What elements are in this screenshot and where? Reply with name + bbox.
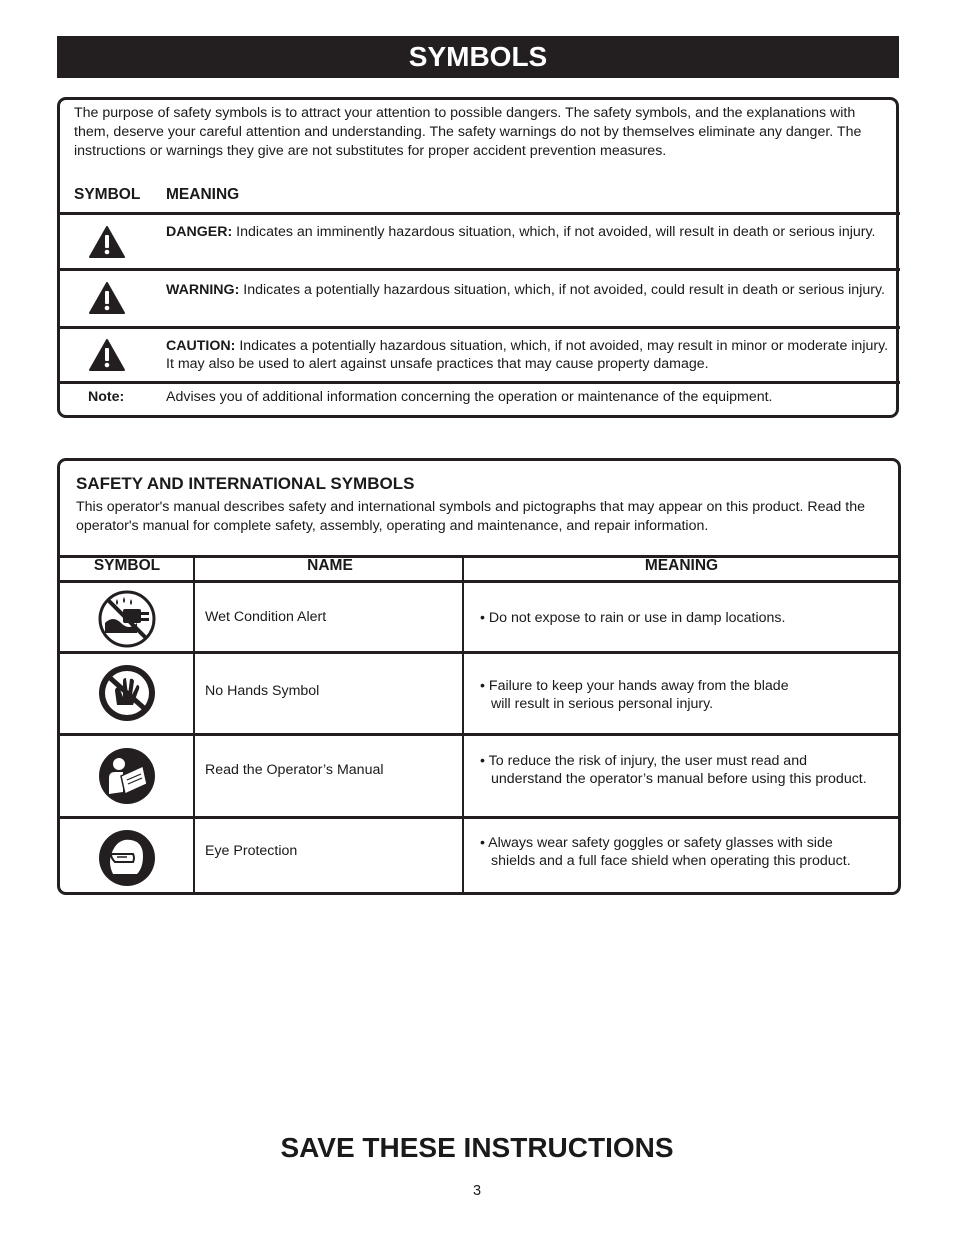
eye-protection-icon [97,828,157,888]
divider [60,212,900,215]
intl-description: This operator's manual describes safety and international symbols and pictographs that may appear on this product. Read the operator's manual for complete safety, assembly, operating and maintenance, and repair information. [76,499,865,534]
warning-label: WARNING: [166,282,240,298]
danger-text: Indicates an imminently hazardous situation, which, if not avoided, will result in death or serious injury. [236,224,876,240]
column-divider [462,555,464,892]
warning-row [166,281,892,299]
read-manual-icon [97,746,157,806]
eye-protection-name: Eye Protection [205,843,298,859]
intl-heading: SAFETY AND INTERNATIONAL SYMBOLS [76,474,415,493]
no-hands-meaning [480,677,885,713]
wet-condition-meaning [480,609,885,627]
note-text: Advises you of additional information concerning the operation or maintenance of the equipment. [166,389,773,405]
warning-triangle-icon [88,338,126,372]
symbols-intro: The purpose of safety symbols is to attract your attention to possible dangers. The safety symbols, and the explanations with them, deserve your careful attention and understanding. The safety warnings do not by themselves eliminate any danger. The instructions or warnings they give are not substitutes for proper accident prevention measures. [74,105,862,159]
wet-condition-icon [97,589,157,649]
intl-symbols-box [57,458,901,895]
divider [60,326,900,329]
meaning-line: shields and a full face shield when operating this product. [491,853,851,869]
name-column-header: NAME [307,557,353,574]
danger-label: DANGER: [166,224,233,240]
meaning-column-header: MEANING [644,557,719,574]
caution-row [166,337,892,373]
meaning-line: • Failure to keep your hands away from the blade [480,678,789,694]
divider [60,816,898,819]
warning-triangle-icon [88,281,126,315]
meaning-line: will result in serious personal injury. [491,696,714,712]
warning-text: Indicates a potentially hazardous situation, which, if not avoided, could result in death or serious injury. [243,282,885,298]
divider [60,651,898,654]
eye-protection-meaning [480,834,885,870]
caution-label: CAUTION: [166,338,236,354]
warning-triangle-icon [88,225,126,259]
divider [60,268,900,271]
danger-row [166,223,892,241]
divider [60,381,900,384]
meaning-line: • To reduce the risk of injury, the user must read and [480,753,807,769]
note-label: Note: [88,389,125,405]
read-manual-meaning [480,752,885,788]
meaning-line: • Do not expose to rain or use in damp locations. [480,610,786,626]
symbol-column-header: SYMBOL [74,186,141,203]
meaning-column-header: MEANING [166,186,240,203]
meaning-line: • Always wear safety goggles or safety glasses with side [480,835,833,851]
page-number: 3 [472,1183,482,1199]
column-divider [193,555,195,892]
divider [60,733,898,736]
no-hands-icon [97,663,157,723]
symbols-box [57,97,899,418]
page-title: SYMBOLS [57,36,899,78]
symbol-column-header: SYMBOL [93,557,161,574]
meaning-line: understand the operator’s manual before using this product. [491,771,867,787]
no-hands-name: No Hands Symbol [205,683,320,699]
save-instructions-heading: SAVE THESE INSTRUCTIONS [280,1132,674,1163]
read-manual-name: Read the Operator’s Manual [205,762,384,778]
caution-text: Indicates a potentially hazardous situation, which, if not avoided, may result in minor or moderate injury. It may also be used to alert against unsafe practices that may cause property damage. [166,338,889,372]
wet-condition-name: Wet Condition Alert [205,609,327,625]
divider [60,580,898,583]
